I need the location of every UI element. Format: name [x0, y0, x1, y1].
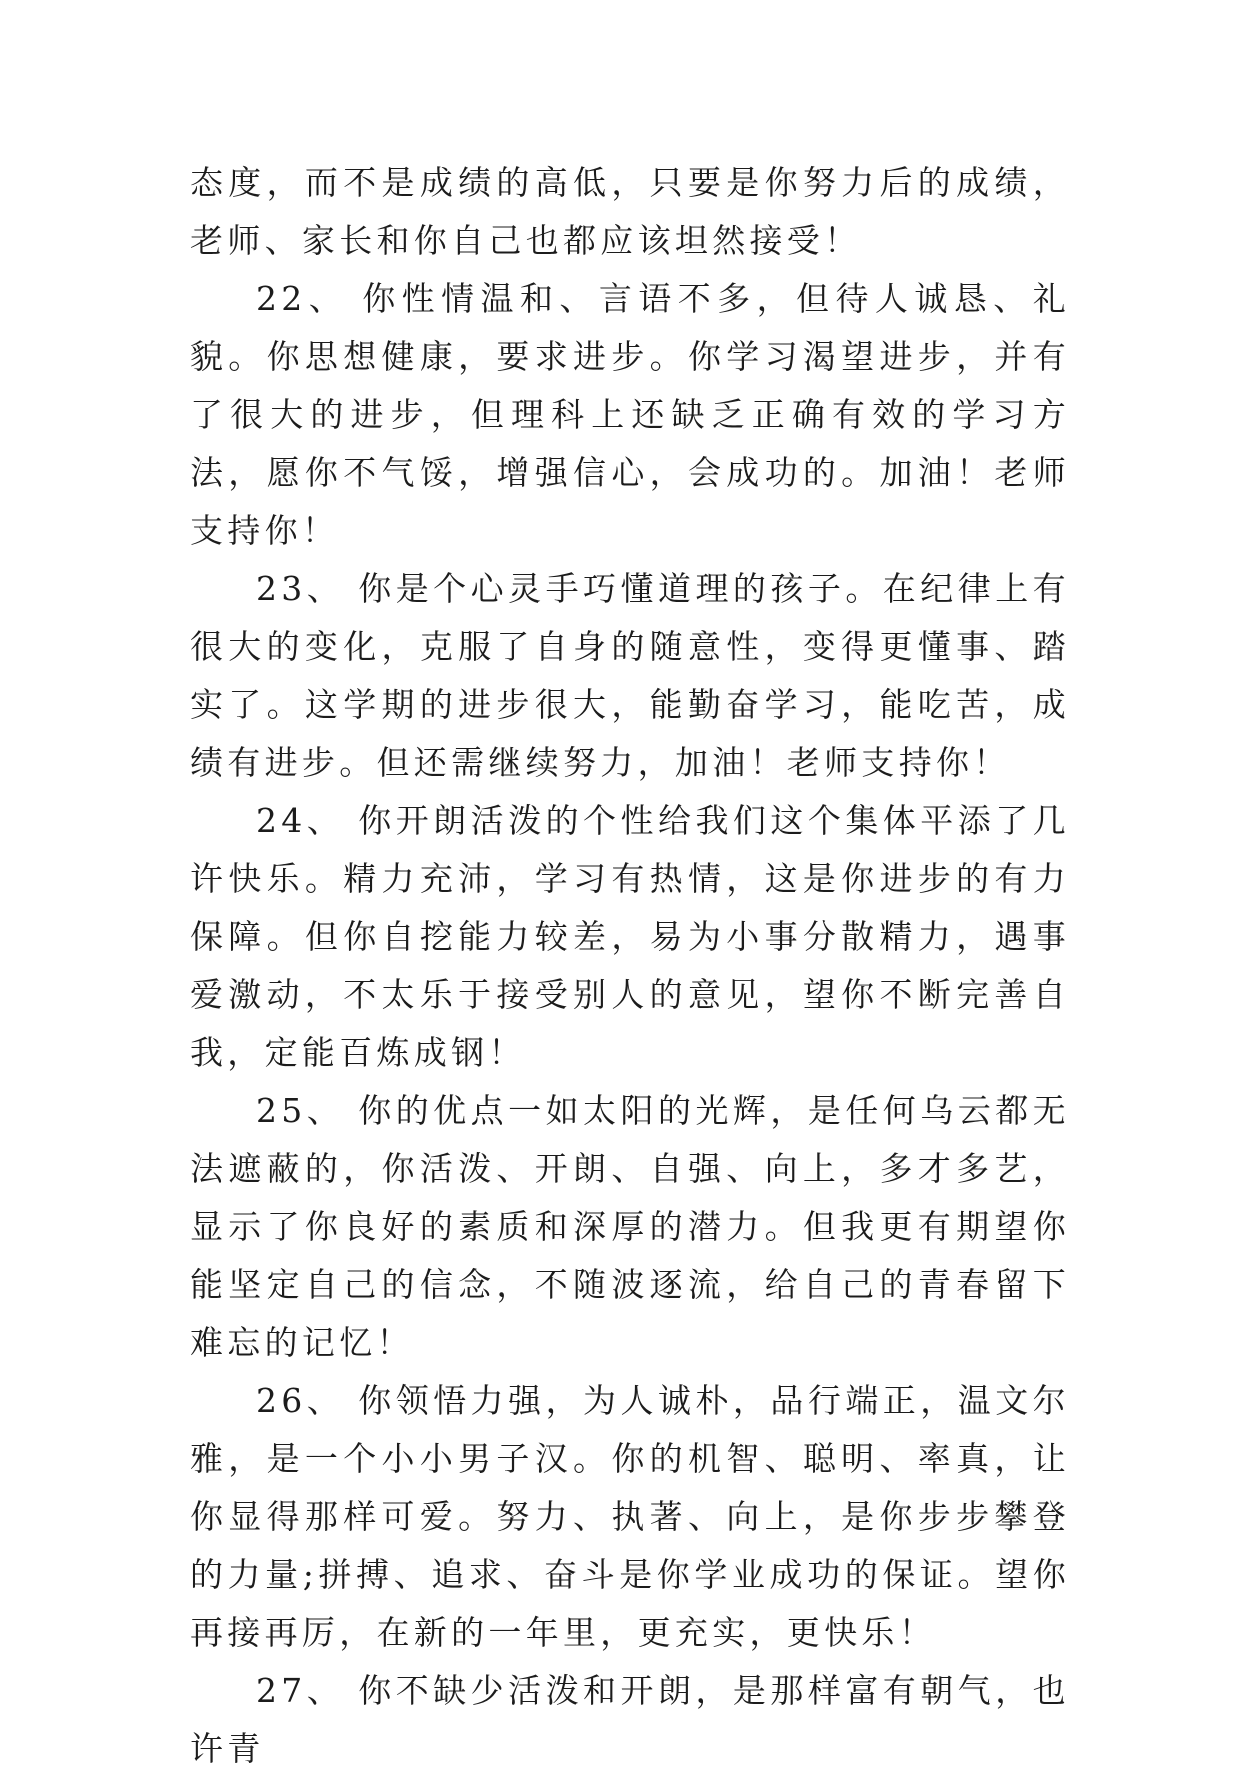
- paragraph-text: 你开朗活泼的个性给我们这个集体平添了几许快乐。精力充沛，学习有热情，这是你进步的有力保障。但你自挖能力较差，易为小事分散精力，遇事爱激动，不太乐于接受别人的意见，望你不断完善自我，定能百炼成钢！: [190, 801, 1070, 1072]
- paragraph-26: [190, 1372, 1070, 1662]
- paragraph-27: [190, 1662, 1070, 1778]
- paragraph-number: 22、: [256, 279, 349, 318]
- paragraph-text: 你是个心灵手巧懂道理的孩子。在纪律上有很大的变化，克服了自身的随意性，变得更懂事、踏实了。这学期的进步很大，能勤奋学习，能吃苦，成绩有进步。但还需继续努力，加油！老师支持你！: [190, 569, 1070, 782]
- paragraph-number: 27、: [256, 1671, 345, 1710]
- paragraph-25: [190, 1082, 1070, 1372]
- paragraph-number: 24、: [256, 801, 345, 840]
- paragraph-number: 25、: [256, 1091, 345, 1130]
- paragraph-number: 23、: [256, 569, 345, 608]
- paragraph-22: [190, 270, 1070, 560]
- paragraph-number: 26、: [256, 1381, 345, 1420]
- document-body: [190, 154, 1070, 1778]
- paragraph-text: 你不缺少活泼和开朗，是那样富有朝气，也许青: [190, 1671, 1070, 1768]
- paragraph-text: 你性情温和、言语不多，但待人诚恳、礼貌。你思想健康，要求进步。你学习渴望进步，并有了很大的进步，但理科上还缺乏正确有效的学习方法，愿你不气馁，增强信心，会成功的。加油！老师支持你！: [190, 279, 1070, 550]
- paragraph-text: 你的优点一如太阳的光辉，是任何乌云都无法遮蔽的，你活泼、开朗、自强、向上，多才多艺，显示了你良好的素质和深厚的潜力。但我更有期望你能坚定自己的信念，不随波逐流，给自己的青春留下难忘的记忆！: [190, 1091, 1070, 1362]
- paragraph-text: 你领悟力强，为人诚朴，品行端正，温文尔雅，是一个小小男子汉。你的机智、聪明、率真，让你显得那样可爱。努力、执著、向上，是你步步攀登的力量;拼搏、追求、奋斗是你学业成功的保证。望你再接再厉，在新的一年里，更充实，更快乐！: [190, 1381, 1070, 1652]
- paragraph-continuation: [190, 154, 1070, 270]
- paragraph-text: 态度，而不是成绩的高低，只要是你努力后的成绩，老师、家长和你自己也都应该坦然接受！: [190, 163, 1070, 260]
- paragraph-23: [190, 560, 1070, 792]
- paragraph-24: [190, 792, 1070, 1082]
